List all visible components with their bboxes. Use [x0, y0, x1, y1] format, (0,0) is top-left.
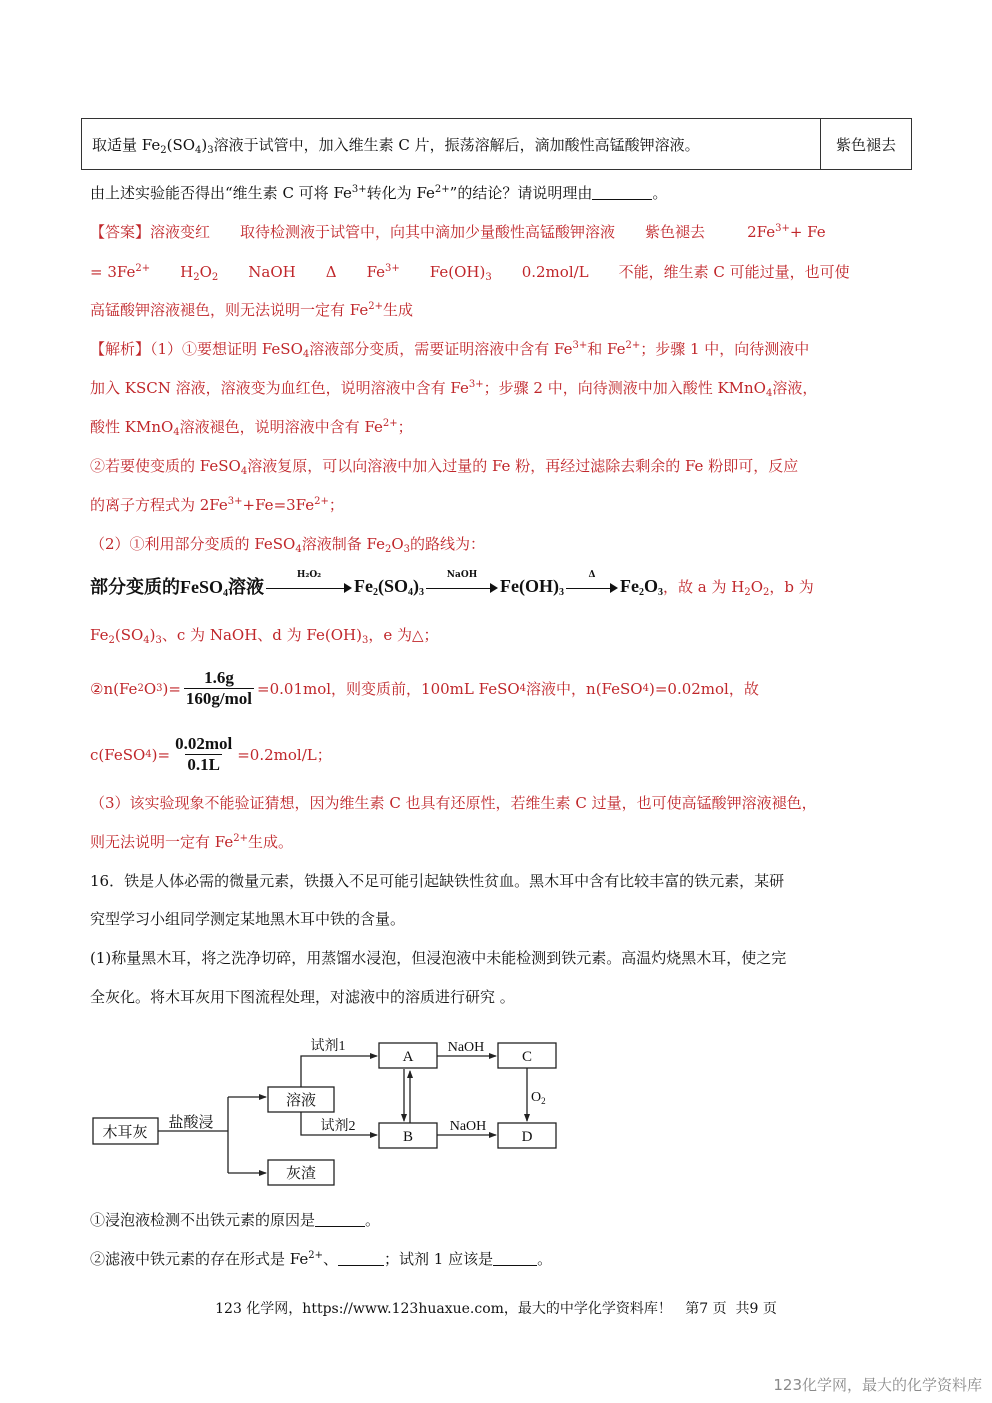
arrow [301, 1056, 377, 1087]
arrow-label: Δ [588, 570, 596, 580]
text: 溶液部分变质，需要证明溶液中含有 Fe [309, 340, 573, 358]
text: 部分变质的FeSO [90, 577, 223, 597]
text: O [143, 679, 157, 698]
arrow-label: NaOH [446, 570, 478, 580]
text: ”的结论？请说明理由 [449, 184, 593, 202]
answer-item: = 3Fe [90, 263, 136, 281]
analysis-line-7 [90, 793, 817, 813]
subscript: 2 [384, 544, 392, 555]
answer-blank[interactable] [592, 185, 652, 200]
question-line [90, 183, 667, 203]
answer-item: 2Fe [747, 223, 776, 241]
text: ②n(Fe [90, 679, 138, 698]
answer-item: Fe(OH) [429, 263, 486, 281]
text: 。 [537, 1250, 553, 1268]
superscript: 2+ [368, 301, 383, 312]
label-naoh-1: NaOH [447, 1040, 485, 1055]
analysis-line-6 [90, 534, 485, 554]
text: +Fe=3Fe [242, 496, 315, 514]
subscript: 2 [108, 635, 115, 646]
text: ，e 为△； [368, 626, 439, 644]
text: 酸性 KMnO [90, 418, 174, 436]
answer-item: 高锰酸钾溶液褪色，则无法说明一定有 Fe [90, 301, 369, 319]
subscript: 4 [302, 349, 310, 360]
fraction [173, 734, 234, 775]
text: =0.01mol，则变质前，100mL FeSO [257, 680, 520, 698]
text: c(FeSO [90, 745, 146, 764]
operation-text: 溶液于试管中，加入维生素 C 片，振荡溶解后，滴加酸性高锰酸钾溶液。 [213, 135, 700, 154]
text: )=0.02mol，故 [648, 680, 759, 698]
q16-line-4: 全灰化。将木耳灰用下图流程处理，对滤液中的溶质进行研究 。 [90, 988, 515, 1006]
arrow-label: H₂O₂ [296, 570, 322, 580]
text: （3）该实验现象不能验证猜想，因为维生素 C 也具有还原性，若维生素 C 过量，也可使高锰酸钾溶液褪色， [90, 794, 817, 812]
label-D: D [521, 1129, 533, 1145]
text: ；步骤 1 中，向待测液中 [640, 340, 810, 358]
subscript: 2 [193, 272, 200, 283]
subquestion-2 [90, 1249, 552, 1269]
calc-line-2: c(FeSO 4 )= $\frac{\text{0.02mol}}{0.1L}$ =0.2mol/L； [90, 734, 332, 774]
answer-item: 不能，维生素 C 可能过量，也可使 [618, 263, 850, 281]
text: ②滤液中铁元素的存在形式是 Fe [90, 1250, 309, 1268]
answer-line-3 [90, 300, 413, 320]
operation-text: ) [201, 135, 208, 154]
fraction [184, 668, 254, 709]
answer-item: 溶液变红 [150, 223, 211, 241]
text: ； [328, 496, 344, 514]
superscript: 3+ [775, 223, 790, 234]
answer-label: 【答案】 [90, 223, 151, 241]
route-end [620, 576, 663, 597]
superscript: 3+ [227, 496, 243, 507]
text: ①浸泡液检测不出铁元素的原因是 [90, 1211, 316, 1229]
text: )= [162, 679, 181, 698]
superscript: 3+ [385, 263, 400, 274]
answer-blank[interactable] [315, 1212, 365, 1227]
subscript: 2 [763, 586, 770, 598]
superscript: 2+ [434, 184, 450, 195]
subquestion-1 [90, 1210, 380, 1230]
text: 的路线为： [410, 535, 486, 553]
route-step [354, 576, 424, 597]
subscript: 4 [408, 586, 413, 598]
label-reagent1: 试剂1 [310, 1039, 346, 1054]
text: O [750, 577, 764, 596]
text: 的离子方程式为 2Fe [90, 496, 228, 514]
analysis-line-2 [90, 378, 817, 398]
route-step [500, 576, 564, 597]
label-C: C [521, 1049, 533, 1065]
superscript: 2+ [314, 496, 329, 507]
analysis-line-8 [90, 832, 293, 852]
text: O [391, 535, 404, 553]
text: （2）①利用部分变质的 FeSO [90, 535, 296, 553]
text: 、c 为 NaOH、d 为 Fe(OH) [161, 626, 362, 644]
subscript: 2 [744, 586, 751, 598]
flow-diagram [88, 1030, 568, 1195]
route-start [90, 573, 264, 599]
answer-blank[interactable] [493, 1251, 537, 1266]
text: ，b 为 [769, 577, 814, 596]
superscript: 3+ [468, 379, 484, 390]
answer-item: Fe [366, 263, 386, 281]
reaction-route [90, 570, 814, 599]
text: （1）①要想证明 FeSO [150, 340, 303, 358]
text: 。 [652, 184, 668, 202]
text: Fe [619, 575, 639, 596]
analysis-line-route-2 [90, 625, 439, 645]
text: ； [397, 418, 413, 436]
denominator: 160g/mol [185, 689, 253, 708]
operation-text: 取适量 Fe [92, 135, 161, 154]
answer-item: NaOH [248, 263, 296, 281]
q16-line-3: (1)称量黑木耳，将之洗净切碎，用蒸馏水浸泡，但浸泡液中未能检测到铁元素。高温灼烧黑木耳，使之完 [90, 949, 787, 967]
text: 、 [322, 1250, 338, 1268]
analysis-label: 【解析】 [90, 340, 151, 358]
subscript: 2 [160, 144, 167, 156]
superscript: 2+ [308, 1250, 323, 1261]
answer-item: Δ [325, 263, 337, 281]
text: ②若要使变质的 FeSO [90, 457, 241, 475]
text: (SO [377, 575, 408, 596]
text: Fe [90, 626, 109, 644]
text: 溶液中，n(FeSO [526, 680, 643, 698]
analysis-line-1 [90, 339, 809, 359]
superscript: 2+ [135, 263, 151, 274]
superscript: 2+ [233, 833, 248, 844]
answer-blank[interactable] [338, 1251, 384, 1266]
text: 生成。 [247, 833, 293, 851]
text: 和 Fe [587, 340, 626, 358]
superscript: 3+ [572, 340, 588, 351]
calc-line-1: ②n(Fe 2 O 3 )= $\frac{1.6g}{\text{160g/mol}}$ =0.01mol，则变质前，100mL FeSO 4 溶液中，n(FeSO 4 )=0.02mol，故 [90, 668, 759, 708]
text: Fe(OH) [500, 575, 559, 596]
table-row [82, 119, 912, 170]
denominator: 0.1L [187, 755, 220, 774]
route-tail [663, 576, 814, 597]
superscript: 3+ [351, 184, 367, 195]
reaction-arrow [566, 570, 618, 596]
answer-item: + Fe [789, 223, 826, 241]
q16-line-1: 16．铁是人体必需的微量元素，铁摄入不足可能引起缺铁性贫血。黑木耳中含有比较丰富的铁元素，某研 [90, 872, 785, 890]
subscript: 4 [173, 427, 180, 438]
text: 由上述实验能否得出“维生素 C 可将 Fe [90, 184, 352, 202]
label-A: A [402, 1049, 414, 1065]
subscript: 2 [211, 272, 219, 283]
subscript: 4 [223, 588, 228, 599]
label-B: B [402, 1129, 414, 1145]
subscript: 3 [419, 586, 424, 598]
text: )= [151, 745, 171, 764]
text: 加入 KSCN 溶液，溶液变为血红色，说明溶液中含有 Fe [90, 379, 469, 397]
label-solution: 溶液 [285, 1093, 317, 1109]
numerator: 0.02mol [175, 734, 233, 753]
subscript: 2 [638, 586, 644, 598]
subscript: 3 [361, 635, 369, 646]
text: ；步骤 2 中，向待测液中加入酸性 KMnO [483, 379, 766, 397]
subscript: 2 [541, 1096, 546, 1106]
subscript: 3 [558, 586, 564, 598]
text: =0.2mol/L； [237, 746, 332, 764]
text: 则无法说明一定有 Fe [90, 833, 234, 851]
answer-item: 取待检测液于试管中，向其中滴加少量酸性高锰酸钾溶液 [240, 223, 616, 241]
label-ash: 木耳灰 [102, 1125, 148, 1141]
answer-line-1 [90, 222, 826, 242]
subscript: 3 [657, 586, 663, 598]
text: ，故 a 为 H [662, 577, 745, 596]
subscript: 4 [295, 544, 302, 555]
answer-item: H [180, 263, 194, 281]
text: ) [149, 626, 156, 644]
subscript: 3 [403, 544, 411, 555]
text: 溶液复原，可以向溶液中加入过量的 Fe 粉，再经过滤除去剩余的 Fe 粉即可，反应 [247, 457, 799, 475]
experiment-table [81, 118, 912, 170]
subscript: 3 [155, 635, 162, 646]
subscript: 3 [485, 272, 492, 283]
subscript: 3 [207, 144, 214, 156]
page-footer: 123 化学网，https://www.123huaxue.com，最大的中学化学资料库！ 第7 页 共9 页 [215, 1301, 777, 1317]
analysis-line-5 [90, 495, 344, 515]
text: 溶液， [772, 379, 818, 397]
reaction-arrow [426, 570, 498, 596]
label-naoh-2: NaOH [449, 1119, 487, 1134]
q16-line-2: 究型学习小组同学测定某地黑木耳中铁的含量。 [90, 910, 406, 928]
operation-text: (SO [166, 135, 196, 154]
answer-item: 0.2mol/L [521, 263, 589, 281]
label-leach: 盐酸浸 [168, 1115, 214, 1131]
numerator: 1.6g [204, 668, 234, 687]
operation-cell [82, 119, 821, 170]
superscript: 2+ [625, 340, 641, 351]
text: ；试剂 1 应该是 [384, 1250, 494, 1268]
subscript: 4 [765, 388, 773, 399]
text: 转化为 Fe [366, 184, 435, 202]
text: ) [413, 575, 419, 596]
text: 溶液 [228, 577, 264, 597]
result-cell: 紫色褪去 [821, 119, 912, 170]
subscript: 2 [372, 586, 378, 598]
answer-item: 生成 [382, 301, 413, 319]
analysis-line-4 [90, 456, 798, 476]
answer-item: 紫色褪去 [645, 223, 706, 241]
answer-line-2 [90, 262, 850, 282]
superscript: 2+ [382, 418, 398, 429]
text: O [531, 1090, 542, 1105]
text: O [643, 575, 658, 596]
subscript: 4 [240, 466, 248, 477]
analysis-line-3 [90, 417, 413, 437]
watermark: 123化学网，最大的化学资料库 [773, 1376, 982, 1394]
answer-item: O [199, 263, 212, 281]
label-o2 [531, 1090, 546, 1106]
reaction-arrow [266, 570, 352, 596]
connector [158, 1097, 228, 1173]
text: 。 [365, 1211, 381, 1229]
text: (SO [114, 626, 144, 644]
label-reagent2: 试剂2 [320, 1119, 356, 1134]
text: Fe [354, 575, 373, 596]
subscript: 4 [143, 635, 150, 646]
text: 溶液制备 Fe [301, 535, 385, 553]
label-residue: 灰渣 [285, 1166, 317, 1182]
text: 溶液褪色，说明溶液中含有 Fe [179, 418, 383, 436]
subscript: 4 [195, 144, 202, 156]
